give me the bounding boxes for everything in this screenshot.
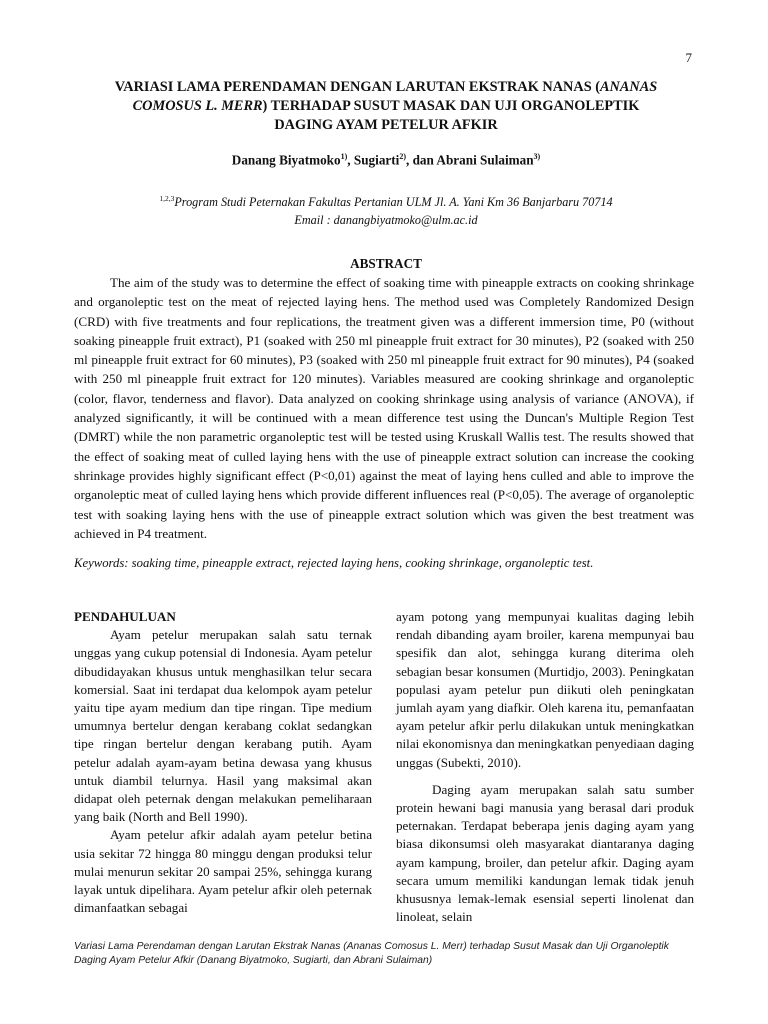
- author-name: , dan Abrani Sulaiman: [406, 152, 534, 168]
- running-footer: [74, 940, 704, 968]
- title-text: VARIASI LAMA PERENDAMAN DENGAN LARUTAN EKSTRAK NANAS (: [114, 79, 600, 95]
- footer-line: Variasi Lama Perendaman dengan Larutan Ekstrak Nanas (Ananas Comosus L. Merr) terhadap Susut Masak dan Uji Organoleptik: [74, 941, 669, 952]
- affiliation: [70, 190, 702, 229]
- author-name: Danang Biyatmoko: [231, 152, 341, 168]
- abstract-heading: ABSTRACT: [350, 256, 422, 271]
- title-line-3: DAGING AYAM PETELUR AFKIR: [274, 117, 498, 133]
- keywords: Keywords: soaking time, pineapple extract, rejected laying hens, cooking shrinkage, organoleptic test.: [74, 556, 594, 570]
- author-affiliation-mark: 3): [533, 152, 541, 161]
- title-italic: COMOSUS L. MERR: [132, 98, 263, 114]
- author-list: [70, 152, 702, 168]
- left-column: [74, 608, 372, 917]
- affiliation-text: Program Studi Peternakan Fakultas Pertanian ULM Jl. A. Yani Km 36 Banjarbaru 70714: [174, 195, 613, 210]
- email: Email : danangbiyatmoko@ulm.ac.id: [294, 213, 478, 228]
- paper-title: [70, 78, 702, 135]
- author-affiliation-mark: 1): [340, 152, 348, 161]
- paragraph: Ayam petelur merupakan salah satu ternak unggas yang cukup potensial di Indonesia. Ayam petelur dibudidayakan khusus untuk menghasilkan telur secara komersial. Saat ini terdapat dua kelompok ayam petelur yaitu tipe ayam medium dan tipe ringan. Tipe medium umumnya bertelur dengan kerabang coklat sedangkan tipe ringan bertelur dengan kerabang putih. Ayam petelur adalah ayam-ayam betina dewasa yang khusus untuk diambil telurnya. Hasil yang maksimal akan didapat oleh peternak dengan melakukan pemeliharaan yang baik (North and Bell 1990).: [74, 627, 372, 825]
- affiliation-mark: 1,2,3: [159, 194, 175, 203]
- abstract-text: The aim of the study was to determine the effect of soaking time with pineapple extracts on cooking shrinkage and organoleptic test on the meat of rejected laying hens. The method used was Completely Randomized Design (CRD) with five treatments and four replications, the treatment given was a different immersion time, P0 (without soaking pineapple fruit extract), P1 (soaked with 250 ml pineapple fruit extract for 30 minutes), P2 (soaked with 250 ml pineapple fruit extract for 60 minutes), P3 (soaked with 250 ml pineapple fruit extract for 90 minutes), P4 (soaked with 250 ml pineapple fruit extract for 120 minutes). Variables measured are cooking shrinkage and organoleptic (color, flavor, tenderness and flavor). Data analyzed on cooking shrinkage using analysis of variance (ANOVA), if analyzed significantly, it will be continued with a mean difference test using the Duncan's Multiple Region Test (DMRT) while the non parametric organoleptic test will be tested using Kruskall Wallis test. The results showed that the effect of soaking meat of culled laying hens with the use of pineapple extract solution can increase the cooking shrinkage provides highly significant effect (P<0,01) against the meat of laying hens culled and able to improve the organoleptic meat of culled laying hens which provide different influences real (P<0,05). The average of organoleptic test with soaking laying hens with the use of pineapple extract solution which was given the best treatment was achieved in P4 treatment.: [74, 275, 694, 541]
- paragraph: Daging ayam merupakan salah satu sumber protein hewani bagi manusia yang berasal dari produk peternakan. Terdapat beberapa jenis daging ayam yang biasa dikonsumsi oleh masyarakat diantaranya daging ayam kampung, broiler, dan petelur afkir. Daging ayam secara umum memiliki kandungan lemak tidak jenuh khususnya lemak-lemak esensial seperti linolenat dan linoleat, selain: [396, 781, 694, 925]
- title-italic: ANANAS: [600, 79, 658, 95]
- affiliation-line: [70, 190, 702, 211]
- footer-line: Daging Ayam Petelur Afkir (Danang Biyatmoko, Sugiarti, dan Abrani Sulaiman): [74, 955, 433, 966]
- title-text: ) TERHADAP SUSUT MASAK DAN UJI ORGANOLEPTIK: [262, 98, 640, 114]
- author-name: , Sugiarti: [347, 152, 400, 168]
- title-line-2: [70, 97, 702, 116]
- page-number: 7: [685, 50, 692, 65]
- right-column: [396, 608, 694, 926]
- section-heading: PENDAHULUAN: [74, 609, 176, 624]
- paragraph: Ayam petelur afkir adalah ayam petelur betina usia sekitar 72 hingga 80 minggu dengan produksi telur mulai menurun sekitar 20 sampai 25%, sehingga kurang layak untuk dipelihara. Ayam petelur afkir oleh peternak dimanfaatkan sebagai: [74, 827, 372, 916]
- author-affiliation-mark: 2): [399, 152, 406, 161]
- title-line-1: [70, 78, 702, 97]
- paragraph: ayam potong yang mempunyai kualitas daging lebih rendah dibanding ayam broiler, karena mempunyai bau spesifik dan alot, sehingga kurang diterima oleh sebagian besar konsumen (Murtidjo, 2003). Peningkatan populasi ayam petelur pun diikuti oleh peningkatan jumlah ayam yang diafkir. Oleh karena itu, pemanfaatan ayam petelur afkir perlu dilakukan untuk meningkatkan nilai ekonomisnya dan meningkatkan penyediaan daging unggas (Subekti, 2010).: [396, 609, 694, 770]
